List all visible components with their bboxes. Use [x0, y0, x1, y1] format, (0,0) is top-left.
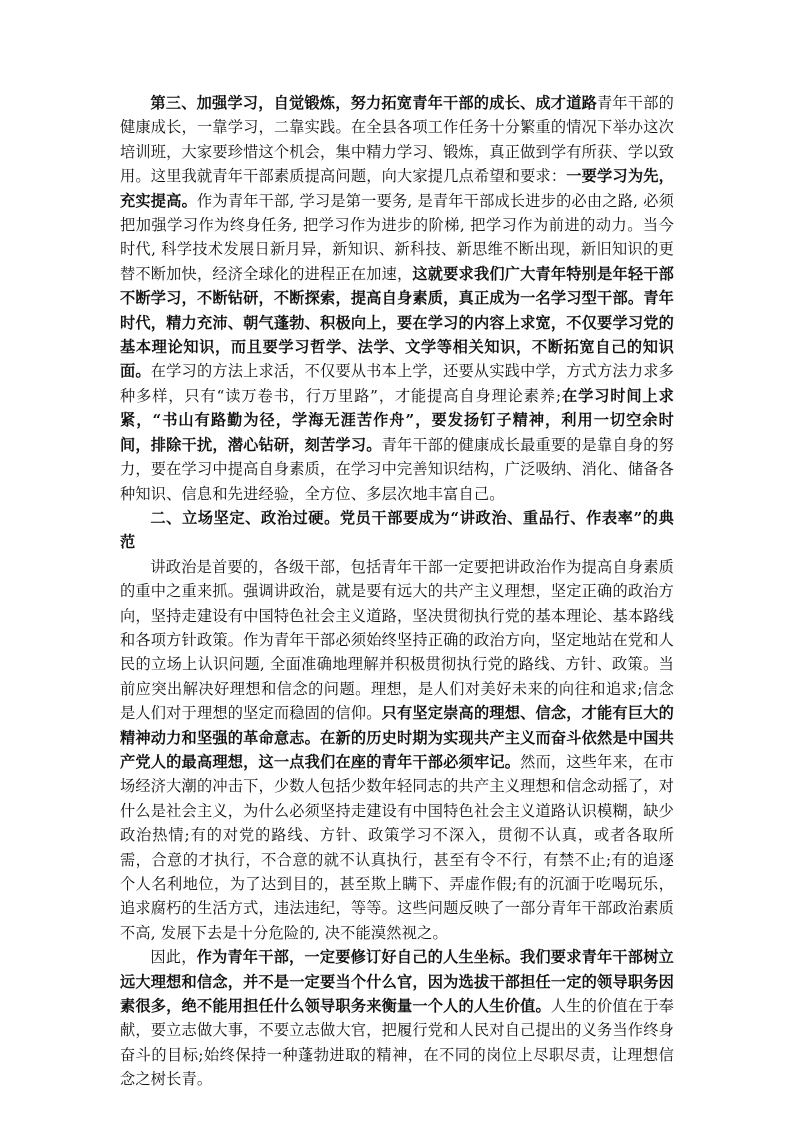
section-two-heading: 二、立场坚定、政治过硬。党员干部要成为“讲政治、重品行、作表率”的典范 — [120, 508, 674, 552]
section-three-title: 第三、加强学习，自觉锻炼，努力拓宽青年干部的成长、成才道路 — [150, 94, 597, 112]
text-run: 青年干部的健康成长最重要的是靠自身的努力，要在学习中提高自身素质，在学习中完善知识结构，广泛吸纳、消化、储备各种知识、信息和先进经验，全方位、多层次地丰富自己。 — [120, 435, 674, 503]
text-run: 作为青年干部, 学习是第一要务, 是青年干部成长进步的必由之路, 必须把加强学习作为终身任务, 把学习作为进步的阶梯, 把学习作为前进的动力。当今时代, 科学技术发展日新月异，新知识、新科技、新思维不断出现，新旧知识的更替不断加快，经济全球化的进程正在加速， — [120, 191, 674, 283]
paragraph-life-value — [120, 945, 674, 1091]
text-run: 因此， — [150, 948, 197, 967]
text-run: 然而，这些年来，在市场经济大潮的冲击下，少数人包括少数年轻同志的共产主义理想和信念动摇了，对什么是社会主义，为什么必须坚持走建设有中国特色社会主义道路认识模糊，缺少政治热情;有的对党的路线、方针、政策学习不深入，贯彻不认真，或者各取所需，合意的才执行，不合意的就不认真执行，甚至有令不行，有禁不止;有的追逐个人名利地位，为了达到目的，甚至欺上瞒下、弄虚作假;有的沉湎于吃喝玩乐，追求腐朽的生活方式，违法违纪，等等。这些问题反映了一部分青年干部政治素质不高, 发展下去是十分危险的, 决不能漠然视之。 — [120, 752, 675, 942]
paragraph-study — [120, 91, 674, 506]
emphasis-run: 一要学习为先，充实提高。 — [120, 167, 674, 210]
text-run: 人生的价值在于奉献，要立志做大事，不要立志做大官，把履行党和人民对自己提出的义务当作终身奋斗的目标;始终保持一种蓬勃进取的精神，在不同的岗位上尽职尽责，让理想信念之树长青。 — [120, 997, 674, 1089]
text-run: 讲政治是首要的，各级干部，包括青年干部一定要把讲政治作为提高自身素质的重中之重来抓。强调讲政治，就是要有远大的共产主义理想，坚定正确的政治方向，坚持走建设有中国特色社会主义道路，坚决贯彻执行党的基本理论、基本路线和各项方针政策。作为青年干部必须始终坚持正确的政治方向，坚定地站在党和人民的立场上认识问题, 全面准确地理解并积极贯彻执行党的路线、方针、政策。当前应突出解决好理想和信念的问题。理想，是人们对美好未来的向往和追求;信念是人们对于理想的坚定而稳固的信仰。 — [120, 557, 674, 723]
emphasis-run: 只有坚定崇高的理想、信念，才能有巨大的精神动力和坚强的革命意志。在新的历史时期为实现共产主义而奋斗依然是中国共产党人的最高理想，这一点我们在座的青年干部必须牢记。 — [120, 704, 674, 771]
document-body — [120, 91, 674, 1092]
emphasis-run: 作为青年干部，一定要修订好自己的人生坐标。我们要求青年干部树立远大理想和信念，并不是一定要当个什么官，因为选拔干部担任一定的领导职务因素很多，绝不能用担任什么领导职务来衡量一个人的人生价值。 — [120, 948, 674, 1016]
emphasis-run: 这就要求我们广大青年特别是年轻干部不断学习，不断钻研，不断探索，提高自身素质，真正成为一名学习型干部。青年时代，精力充沛、朝气蓬勃、积极向上，要在学习的内容上求宽，不仅要学习党的基本理论知识，而且要学习哲学、法学、文学等相关知识，不断拓宽自己的知识面。 — [120, 264, 674, 381]
text-run: 在学习的方法上求活，不仅要从书本上学，还要从实践中学，方式方法力求多种多样，只有“读万卷书，行万里路”，才能提高自身理论素养; — [120, 362, 674, 405]
emphasis-run: 在学习时间上求紧，“书山有路勤为径，学海无涯苦作舟”，要发扬钉子精神，利用一切空余时间，排除干扰，潜心钻研，刻苦学习。 — [120, 386, 675, 454]
paragraph-politics — [120, 555, 674, 946]
text-run: 青年干部的健康成长，一靠学习，二靠实践。在全县各项工作任务十分繁重的情况下举办这次培训班，大家要珍惜这个机会，集中精力学习、锻炼，真正做到学有所获、学以致用。这里我就青年干部素质提高问题，向大家提几点希望和要求： — [120, 94, 674, 186]
